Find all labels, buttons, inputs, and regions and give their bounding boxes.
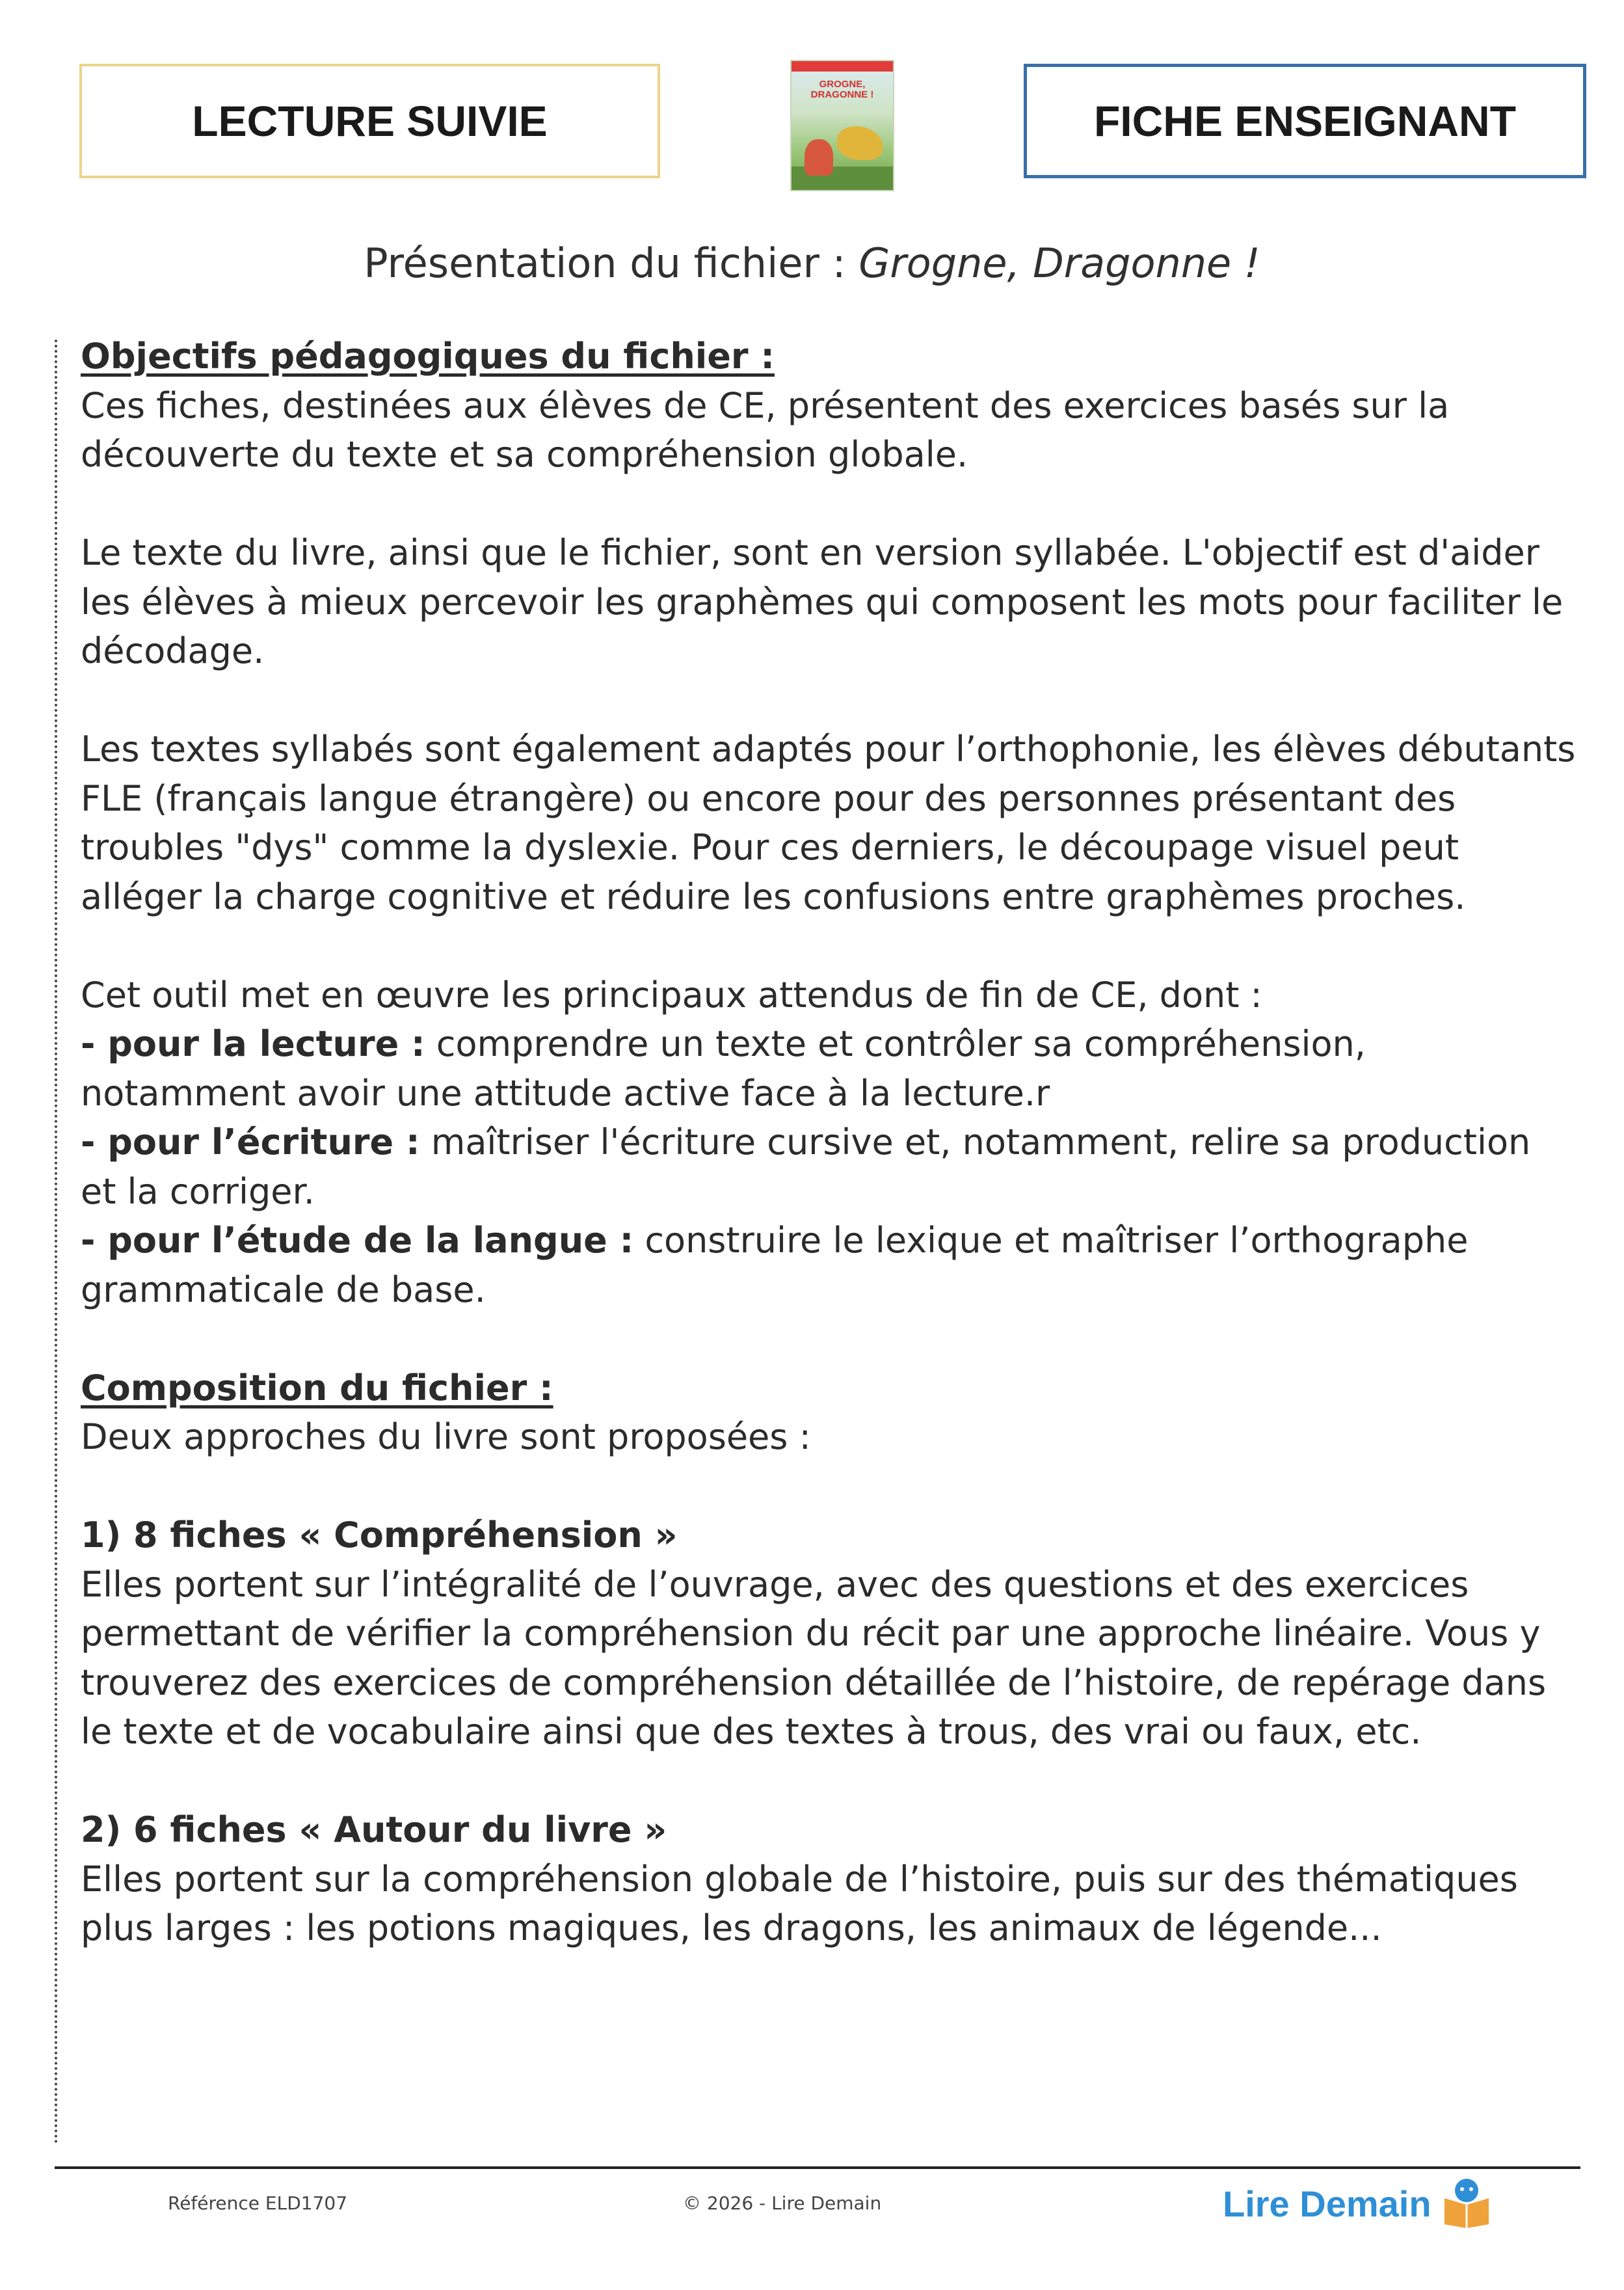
- open-book-icon: [1441, 2176, 1493, 2231]
- dotted-margin-line: [55, 340, 57, 2145]
- objectifs-paragraph-3: Les textes syllabés sont également adaptés pour l’orthophonie, les élèves débutants FLE (français langue étrangère) ou encore pour des personnes présentant des troubles "dys" comme la dyslexie. Pour ces derniers, le découpage visuel peut alléger la charge cognitive et réduire les confusions entre graphèmes proches.: [81, 729, 1576, 917]
- page-title-book: Grogne, Dragonne !: [859, 239, 1260, 287]
- page-title-prefix: Présentation du fichier :: [364, 239, 859, 287]
- composition-heading: Composition du fichier :: [81, 1367, 553, 1408]
- brand-name: Lire Demain: [1223, 2183, 1431, 2224]
- composition-intro: Deux approches du livre sont proposées :: [81, 1416, 811, 1457]
- objective-item-ecriture: [81, 1118, 1577, 1216]
- footer-copyright: © 2026 - Lire Demain: [683, 2192, 882, 2214]
- section-2-text: Elles portent sur la compréhension globale de l’histoire, puis sur des thématiques plus larges : les potions magiques, les dragons, les animaux de légende...: [81, 1858, 1518, 1948]
- objectifs-paragraph-2: Le texte du livre, ainsi que le fichier, sont en version syllabée. L'objectif est d'aider les élèves à mieux percevoir les graphèmes qui composent les mots pour faciliter le décodage.: [81, 532, 1564, 671]
- section-1-text: Elles portent sur l’intégralité de l’ouvrage, avec des questions et des exercices permettant de vérifier la compréhension du récit par une approche linéaire. Vous y trouverez des exercices de compréhension détaillée de l’histoire, de repérage dans le texte et de vocabulaire ainsi que des textes à trous, des vrai ou faux, etc.: [81, 1563, 1547, 1752]
- objectifs-paragraph-1: Ces fiches, destinées aux élèves de CE, présentent des exercices basés sur la découverte du texte et sa compréhension globale.: [81, 384, 1450, 475]
- section-1-title: 1) 8 fiches « Compréhension »: [81, 1515, 678, 1556]
- objective-item-langue: [81, 1216, 1577, 1314]
- page-title: [0, 234, 1624, 293]
- objective-label: - pour l’étude de la langue :: [81, 1220, 634, 1261]
- main-content: [81, 332, 1577, 1953]
- objectifs-heading: Objectifs pédagogiques du fichier :: [81, 336, 775, 377]
- footer-divider: [55, 2166, 1580, 2169]
- objective-text: construire le lexique et maîtriser l’orthographe grammaticale de base.: [81, 1220, 1469, 1310]
- objectifs-paragraph-4: Cet outil met en œuvre les principaux attendus de fin de CE, dont :: [81, 974, 1262, 1016]
- objective-label: - pour la lecture :: [81, 1023, 425, 1064]
- lecture-suivie-badge: LECTURE SUIVIE: [79, 64, 660, 178]
- objective-label: - pour l’écriture :: [81, 1122, 420, 1163]
- book-cover-image: [790, 60, 894, 191]
- section-2-title: 2) 6 fiches « Autour du livre »: [81, 1809, 667, 1850]
- footer-reference: Référence ELD1707: [168, 2192, 348, 2214]
- fiche-enseignant-badge: FICHE ENSEIGNANT: [1024, 64, 1586, 178]
- objective-text: maîtriser l'écriture cursive et, notamment, relire sa production et la corriger.: [81, 1122, 1531, 1212]
- objective-item-lecture: [81, 1019, 1577, 1118]
- book-cover-title: GROGNE, DRAGONNE !: [810, 79, 874, 100]
- objective-text: comprendre un texte et contrôler sa compréhension, notamment avoir une attitude active face à la lecture.r: [81, 1023, 1366, 1114]
- brand-logo: [1223, 2176, 1493, 2231]
